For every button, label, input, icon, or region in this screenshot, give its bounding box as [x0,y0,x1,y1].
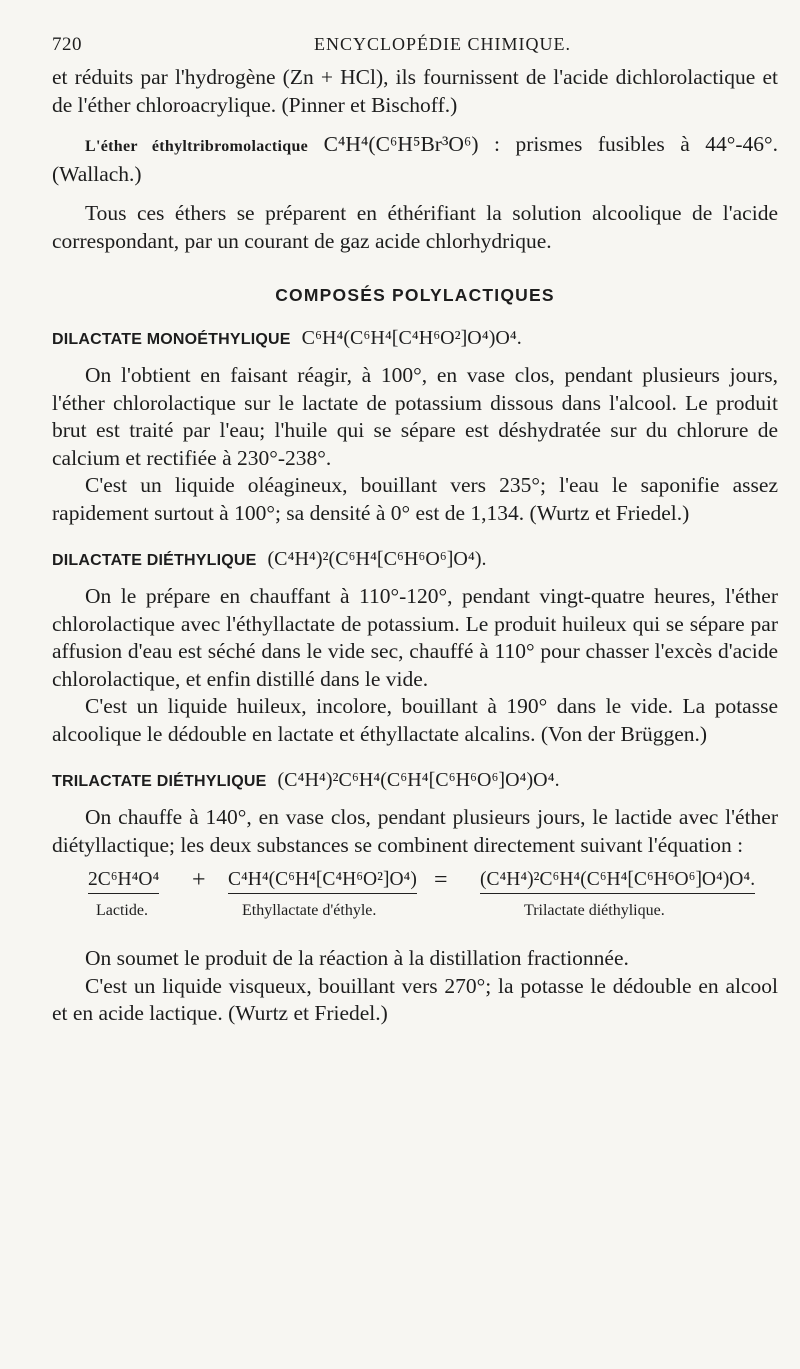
reaction-equation [52,869,778,931]
equation-label-trilactate: Trilactate diéthylique. [524,902,665,919]
compound-heading-dilactate-mono [52,324,778,354]
trilactate-paragraph-2: On soumet le produit de la réaction à la distillation fractionnée. [85,946,629,970]
page-header [52,34,778,64]
compound-name: TRILACTATE DIÉTHYLIQUE [52,773,267,790]
compound-lead: L'éther éthyltribromolactique [85,138,309,155]
intro-paragraph-3: Tous ces éthers se préparent en éthérifiant la solution alcoolique de l'acide correspondant, par un courant de gaz acide chlorhydrique. [52,201,778,253]
equation-label-lactide: Lactide. [96,902,148,919]
intro-paragraph-1: et réduits par l'hydrogène (Zn + HCl), ils fournissent de l'acide dichlorolactique et de l'éther chloroacrylique. (Pinner et Bischoff.) [52,65,778,117]
compound-name: DILACTATE DIÉTHYLIQUE [52,552,257,569]
dilactate-mono-paragraph-2: C'est un liquide oléagineux, bouillant vers 235°; l'eau le saponifie assez rapidement surtout à 100°; sa densité à 0° est de 1,134. (Wurtz et Friedel.) [52,473,778,525]
page [52,34,778,1028]
trilactate-paragraph-3: C'est un liquide visqueux, bouillant vers 270°; la potasse le dédouble en alcool et en acide lactique. (Wurtz et Friedel.) [52,973,778,1025]
page-number: 720 [52,34,82,55]
equation-label-ethyllactate: Ethyllactate d'éthyle. [242,902,377,919]
trilactate-paragraph-1: On chauffe à 140°, en vase clos, pendant plusieurs jours, le lactide avec l'éther diétyllactique; les deux substances se combinent directement suivant l'équation : [52,805,778,857]
intro-paragraph-2 [52,131,778,188]
compound-formula: (C⁴H⁴)²C⁶H⁴(C⁶H⁴[C⁶H⁶O⁶]O⁴)O⁴. [277,769,560,791]
compound-description: C⁴H⁴(C⁶H⁵Br³O⁶) : prismes fusibles à 44°-46°. (Wallach.) [52,132,778,186]
compound-formula: (C⁴H⁴)²(C⁶H⁴[C⁶H⁶O⁶]O⁴). [267,548,487,570]
dilactate-di-paragraph-1: On le prépare en chauffant à 110°-120°, pendant vingt-quatre heures, l'éther chlorolactique avec l'éthyllactate de potassium. Le produit huileux qui se sépare par affusion d'eau est séché dans le vide sec, chauffé à 110° pour chasser l'excès d'acide chlorolactique, et enfin distillé dans le vide. [52,584,778,691]
equation-term-ethyllactate: C⁴H⁴(C⁶H⁴[C⁴H⁶O²]O⁴) [228,869,417,894]
dilactate-mono-paragraph-1: On l'obtient en faisant réagir, à 100°, en vase clos, pendant plusieurs jours, l'éther chlorolactique sur le lactate de potassium dissous dans l'alcool. Le produit brut est traité par l'eau; l'huile qui se sépare est déshydratée sur du chlorure de calcium et rectifiée à 230°-238°. [52,363,778,470]
section-title: COMPOSÉS POLYLACTIQUES [275,285,555,305]
equation-term-lactide: 2C⁶H⁴O⁴ [88,869,159,894]
compound-heading-dilactate-di [52,545,778,575]
compound-name: DILACTATE MONOÉTHYLIQUE [52,331,291,348]
equation-plus-sign: + [192,867,206,893]
equation-term-trilactate: (C⁴H⁴)²C⁶H⁴(C⁶H⁴[C⁶H⁶O⁶]O⁴)O⁴. [480,869,755,894]
equation-equals-sign: = [434,867,448,893]
dilactate-di-paragraph-2: C'est un liquide huileux, incolore, bouillant à 190° dans le vide. La potasse alcoolique le dédouble en lactate et éthyllactate alcalins. (Von der Brüggen.) [52,694,778,746]
running-title: ENCYCLOPÉDIE CHIMIQUE. [314,34,571,54]
compound-heading-trilactate [52,766,778,796]
compound-formula: C⁶H⁴(C⁶H⁴[C⁴H⁶O²]O⁴)O⁴. [301,327,522,349]
